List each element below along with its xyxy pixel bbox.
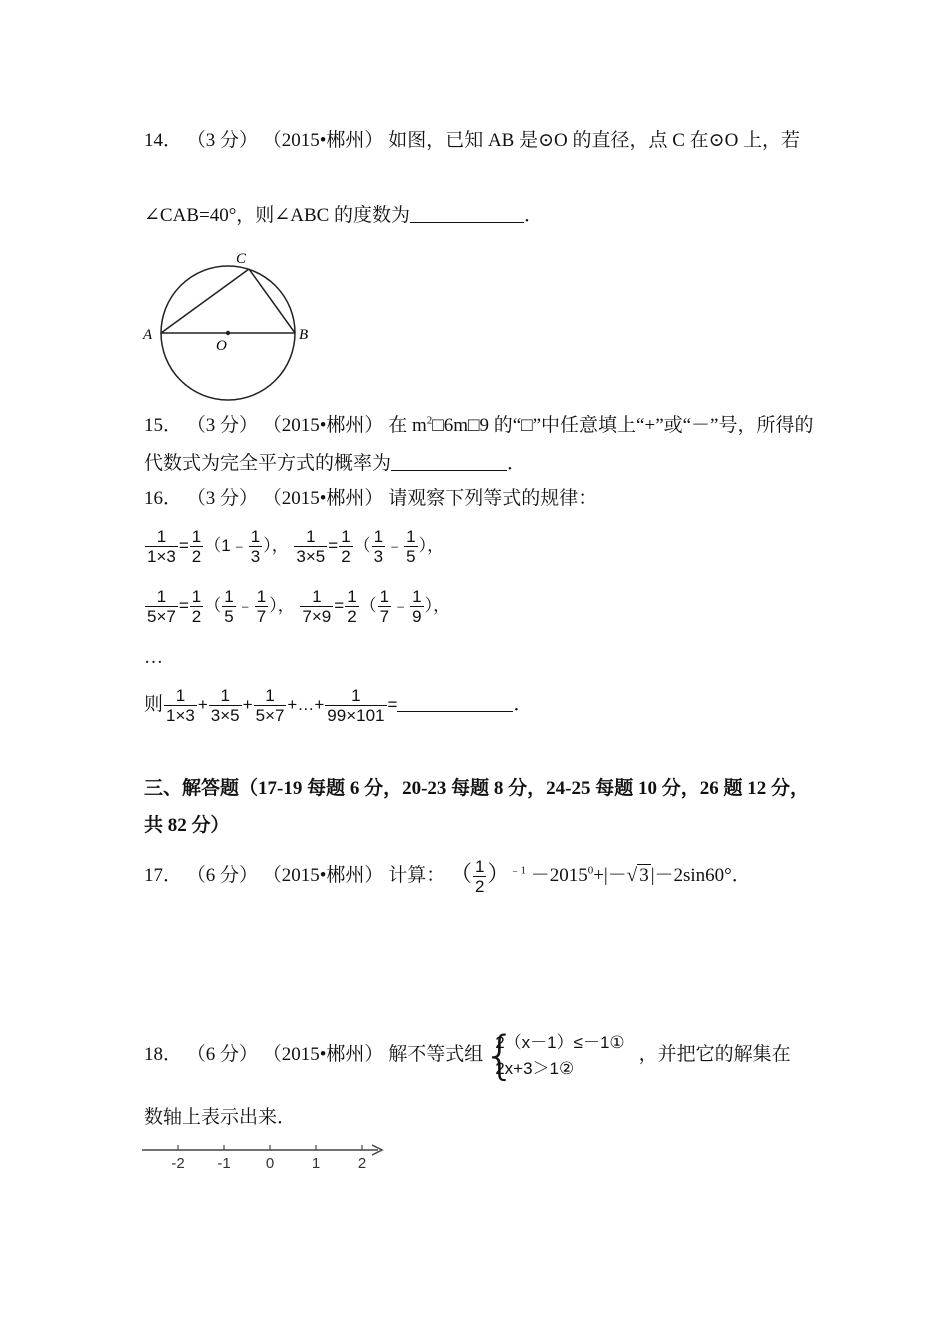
q17-text: 计算： (388, 865, 446, 886)
plus: + (314, 695, 325, 714)
q16-answer-blank[interactable] (397, 693, 513, 712)
plus: + (287, 695, 298, 714)
minus: ﹣ (230, 536, 248, 555)
q16-number: 16． (144, 488, 183, 509)
q16-sum-row (144, 683, 532, 727)
frac-1-over-99x101: $\frac{1}{99\times 101}$ (327, 686, 385, 726)
lparen: （ (353, 536, 371, 555)
frac-half: $\frac{1}{2}$ (341, 527, 351, 567)
frac-1-over-5x7: $\frac{1}{5\times 7}$ (255, 686, 285, 726)
q14-score: （3 分） (186, 130, 259, 151)
frac-1-over-7x9: $\frac{1}{7\times 9}$ (302, 587, 332, 627)
q18-line-2: 数轴上表示出来． (144, 1107, 297, 1128)
comma: ， (427, 536, 445, 555)
minus: ﹣ (236, 596, 254, 615)
comma: ， (277, 596, 295, 615)
lparen: （ (204, 536, 222, 555)
q15-line-1 (144, 414, 814, 438)
dots: … (297, 695, 315, 714)
equals: = (387, 695, 398, 714)
q16-eq-row-1 (144, 526, 444, 566)
q17-source: （2015•郴州） (262, 865, 384, 886)
frac-1-7: $\frac{1}{7}$ (256, 587, 267, 627)
q14-circle-figure (138, 246, 318, 406)
rparen: ） (418, 536, 428, 555)
section3-title-b: 共 82 分） (144, 815, 230, 836)
label-o: O (216, 338, 227, 354)
equals: = (328, 536, 339, 555)
frac-1-over-3x5: $\frac{1}{3\times 5}$ (296, 527, 326, 567)
comma: ， (271, 536, 289, 555)
q15-source: （2015•郴州） (262, 415, 384, 436)
q16-source: （2015•郴州） (262, 488, 384, 509)
frac-half: $\frac{1}{2}$ (191, 587, 202, 627)
frac-half: $\frac{1}{2}$ (191, 527, 202, 567)
axis-tick-label: 2 (357, 1155, 367, 1172)
q14-text-a: 如图，已知 AB 是⊙O 的直径，点 C 在⊙O 上，若 (388, 130, 801, 151)
axis-tick-label: 0 (265, 1155, 275, 1172)
number-line[interactable] (140, 1138, 390, 1174)
q18-inequality-system (483, 1025, 625, 1086)
q15-exponent: 2 (426, 414, 433, 427)
equals: = (178, 536, 189, 555)
q18-score: （6 分） (186, 1044, 259, 1065)
q16-score: （3 分） (186, 488, 259, 509)
label-c: C (236, 251, 247, 267)
q18-ineq-1: 2（x－1）≤－1① (495, 1032, 625, 1052)
q16-then: 则 (144, 694, 164, 715)
rparen: ） (424, 596, 434, 615)
axis-tick-label: -1 (217, 1155, 231, 1172)
q14-line-1 (144, 129, 800, 153)
frac-1-3: $\frac{1}{3}$ (373, 527, 384, 567)
q17-tail: |－2sin60°． (650, 865, 751, 886)
section3-title: 三、解答题（17-19 每题 6 分，20-23 每题 8 分，24-25 每题 10 分，26 题 12 分， (144, 778, 809, 799)
q17-abs-part: +|－ (593, 865, 627, 886)
frac-half: $\frac{1}{2}$ (347, 587, 357, 627)
q16-line-1 (144, 487, 597, 511)
equals: = (178, 596, 189, 615)
minus: ﹣ (386, 536, 404, 555)
q16-eq-row-2 (144, 586, 450, 626)
lparen: （ (204, 596, 222, 615)
q14-text-b: ∠CAB=40°，则∠ABC 的度数为 (144, 205, 411, 226)
q14-number: 14． (144, 130, 183, 151)
frac-1-over-3x5: $\frac{1}{3\times 5}$ (210, 686, 240, 726)
chord-ac (161, 269, 249, 333)
q18-text: 解不等式组 (388, 1044, 484, 1065)
q17-sqrt-value: 3 (639, 865, 649, 886)
rparen: ） (263, 536, 272, 555)
q16-text: 请观察下列等式的规律： (388, 488, 598, 509)
q15-text-b: 代数式为完全平方式的概率为 (144, 453, 392, 474)
q15-answer-blank[interactable] (391, 452, 507, 471)
one: 1 (221, 536, 231, 555)
q16-end: ． (513, 694, 533, 715)
q15-number: 15． (144, 415, 183, 436)
q17-zero-exp: 0 (587, 864, 594, 877)
frac-1-5: $\frac{1}{5}$ (224, 587, 234, 627)
frac-1-over-1x3: $\frac{1}{1\times 3}$ (147, 527, 176, 567)
q17-lparen: （ (449, 861, 472, 886)
left-brace-icon: { (483, 1025, 517, 1086)
q16-ellipsis: … (144, 647, 163, 668)
plus: + (197, 695, 208, 714)
q18-line-1 (144, 1026, 791, 1084)
q18-source: （2015•郴州） (262, 1044, 384, 1065)
frac-1-over-1x3: $\frac{1}{1\times 3}$ (166, 686, 195, 726)
q15-text-pre: 在 m (388, 415, 427, 436)
frac-1-5: $\frac{1}{5}$ (406, 527, 416, 567)
q14-source: （2015•郴州） (262, 130, 384, 151)
q17-neg-exp: ﹣1 (509, 864, 526, 877)
lparen: （ (359, 596, 377, 615)
q17-rparen: ） (487, 861, 510, 886)
q18-number: 18． (144, 1044, 183, 1065)
q17-score: （6 分） (186, 865, 259, 886)
q15-end: ． (507, 453, 527, 474)
q17-line (144, 852, 751, 898)
rparen: ） (269, 596, 278, 615)
q18-text-after: ，并把它的解集在 (638, 1044, 791, 1065)
q17-number: 17． (144, 865, 183, 886)
frac-1-over-5x7: $\frac{1}{5\times 7}$ (147, 587, 176, 627)
q17-minus-2015: －2015 (530, 865, 588, 886)
center-dot (226, 331, 230, 335)
q17-half: $\frac{1}{2}$ (474, 857, 485, 897)
plus: + (242, 695, 253, 714)
frac-1-9: $\frac{1}{9}$ (412, 587, 422, 627)
q15-line-2 (144, 452, 526, 476)
q15-text-post: □6m□9 的“□”中任意填上“+”或“－”号，所得的 (432, 415, 814, 436)
q14-end: ． (524, 205, 544, 226)
q18-ineq-2: 2x+3＞1② (495, 1058, 575, 1078)
label-b: B (299, 327, 309, 343)
axis-tick-label: -2 (171, 1155, 185, 1172)
chord-bc (249, 269, 295, 333)
sqrt-icon: √ (626, 865, 638, 886)
q15-score: （3 分） (186, 415, 259, 436)
q14-line-2 (144, 204, 543, 228)
frac-1-3: $\frac{1}{3}$ (250, 527, 261, 567)
frac-1-7: $\frac{1}{7}$ (379, 587, 390, 627)
minus: ﹣ (392, 596, 410, 615)
comma: ， (433, 596, 451, 615)
q14-answer-blank[interactable] (410, 204, 524, 223)
label-a: A (143, 327, 153, 343)
axis-tick-label: 1 (311, 1155, 321, 1172)
equals: = (334, 596, 345, 615)
